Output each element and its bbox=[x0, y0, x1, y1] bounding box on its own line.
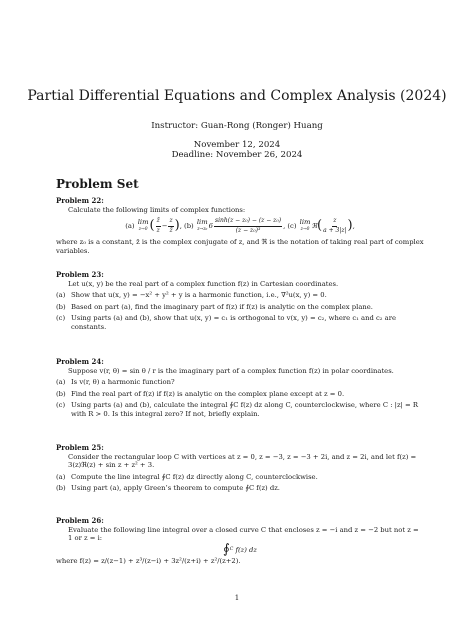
problem-23-item: (a) Show that u(x, y) = −x² + y² + y is a harmonic function, i.e., ∇²u(x, y) = 0. bbox=[56, 291, 327, 300]
problem-22-intro: Calculate the following limits of complex functions: bbox=[68, 205, 246, 214]
problem-25-heading: Problem 25: bbox=[56, 443, 104, 452]
problem-23-item: (c) Using parts (a) and (b), show that u(x, y) = c₁ is orthogonal to v(x, y) = c₂, where c₁ and c₂ are constants. bbox=[56, 314, 396, 331]
problem-25-intro: Consider the rectangular loop C with vertices at z = 0, z = −3, z = −3 + 2i, and z = 2i, and let f(z) = 3(z)ℜ(z) + sin z + z² + 3. bbox=[68, 452, 417, 470]
instructor-line: Instructor: Guan-Rong (Ronger) Huang bbox=[151, 121, 323, 131]
problem-26-intro: Evaluate the following line integral over a closed curve C that encloses z = −i and z = −2 but not z = 1 or z = i: bbox=[68, 525, 419, 543]
problem-24-item: (b) Find the real part of f(z) if f(z) is analytic on the complex plane except at z = 0. bbox=[56, 389, 345, 398]
issue-date: November 12, 2024 bbox=[193, 140, 281, 150]
section-heading: Problem Set bbox=[56, 177, 139, 191]
problem-26-where: where f(z) = z/(z−1) + z³/(z−i) + 3z²/(z+i) + z²/(z+2). bbox=[56, 557, 241, 566]
problem-26-heading: Problem 26: bbox=[56, 516, 104, 525]
problem-22-limits: (a) lim z→0 ( $\frac{z̄}{z}$ − $\frac{z}{z̄}$ ) , (b) lim z→z₀ 6 $\frac{\text{sinh(z − z₀) − (z − z₀)}}{\text{(z − z₀)³}}$ , (c) lim z→0 ℜ ( $\frac{z}{a + 3|z|}$ ) , bbox=[125, 217, 355, 234]
problem-24-item: (a) Is v(r, θ) a harmonic function? bbox=[56, 378, 175, 387]
problem-22-note: where z₀ is a constant, z̄ is the complex conjugate of z, and ℜ is the notation of taking real part of complex variables. bbox=[56, 238, 424, 255]
deadline-date: Deadline: November 26, 2024 bbox=[171, 150, 303, 160]
problem-23-item: (b) Based on part (a), find the imaginary part of f(z) if f(z) is analytic on the complex plane. bbox=[56, 302, 373, 311]
page-number: 1 bbox=[234, 594, 240, 602]
dates-block bbox=[0, 140, 474, 160]
problem-23 bbox=[56, 271, 424, 332]
problem-24-heading: Problem 24: bbox=[56, 357, 104, 366]
problem-25 bbox=[56, 444, 424, 493]
problem-22-heading: Problem 22: bbox=[56, 196, 104, 205]
problem-24-item: (c) Using parts (a) and (b), calculate the integral ∮C f(z) dz along C, counterclockwise, where C : |z| = R with R > 0. Is this integral zero? If not, briefly explain. bbox=[56, 401, 418, 418]
problem-22 bbox=[56, 197, 424, 256]
problem-23-intro: Let u(x, y) be the real part of a complex function f(z) in Cartesian coordinates. bbox=[68, 279, 339, 288]
problem-25-item: (a) Compute the line integral ∮C f(z) dz directly along C, counterclockwise. bbox=[56, 472, 318, 481]
contour-integral-icon: ∮ bbox=[223, 541, 230, 557]
problem-23-heading: Problem 23: bbox=[56, 270, 104, 279]
problem-24 bbox=[56, 358, 424, 419]
problem-26 bbox=[56, 517, 424, 566]
problem-25-item: (b) Using part (a), apply Green’s theorem to compute ∮C f(z) dz. bbox=[56, 484, 280, 493]
problem-26-integral: ∮ C f(z) dz bbox=[223, 541, 257, 557]
problem-24-intro: Suppose v(r, θ) = sin θ / r is the imaginary part of a complex function f(z) in polar coordinates. bbox=[68, 366, 394, 375]
page-title: Partial Differential Equations and Complex Analysis (2024) bbox=[27, 88, 447, 104]
